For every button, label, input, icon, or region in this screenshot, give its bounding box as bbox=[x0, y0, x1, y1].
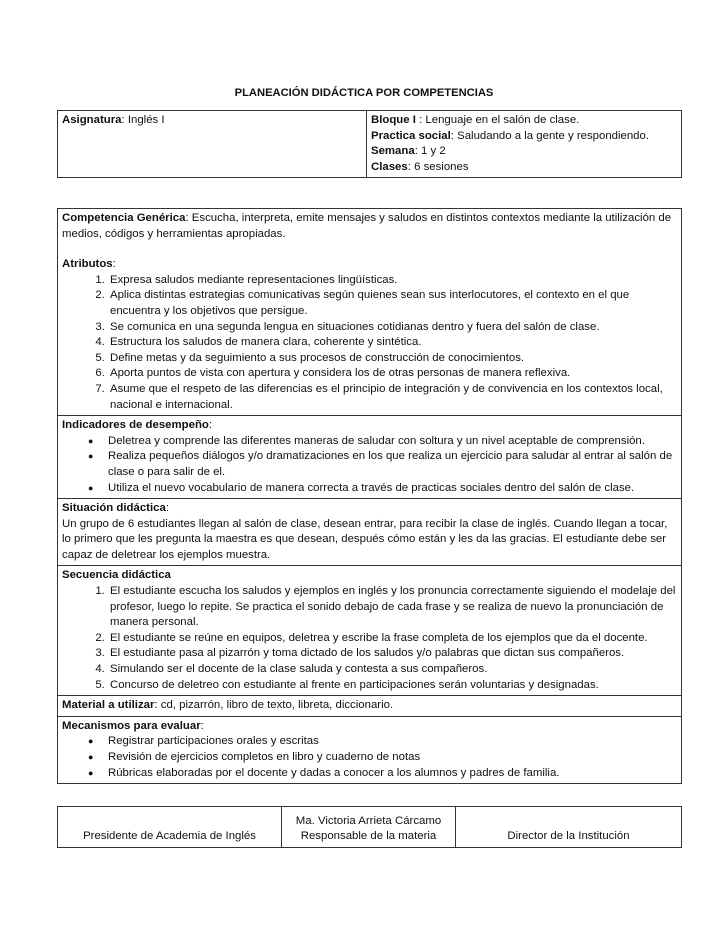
header-table bbox=[57, 110, 682, 178]
list-item: 2. Aplica distintas estrategias comunicativas según quienes sean sus interlocutores, el contexto en el que encuentra y los objetivos que persigue. bbox=[108, 288, 677, 319]
mecanismos-section: Mecanismos para evaluar: ● Registrar participaciones orales y escritas ● Revisión de ejercicios completos en libro y cuaderno de notas ● Rúbricas elaboradas por el docente y dadas a conocer a los alumnos y padres de familia. bbox=[58, 716, 682, 783]
atributos-label: Atributos bbox=[62, 258, 113, 271]
list-item: ● Revisión de ejercicios completos en libro y cuaderno de notas bbox=[108, 750, 677, 766]
mecanismos-label: Mecanismos para evaluar bbox=[62, 719, 201, 732]
indicadores-list bbox=[62, 434, 677, 496]
list-item: 3. El estudiante pasa al pizarrón y toma dictado de los saludos y/o palabras que dictan sus compañeros. bbox=[108, 646, 677, 662]
list-item: 1. Expresa saludos mediante representaciones lingüísticas. bbox=[108, 273, 677, 289]
director-label: Director de la Institución bbox=[507, 830, 630, 843]
page-title: PLANEACIÓN DIDÁCTICA POR COMPETENCIAS bbox=[234, 87, 494, 99]
bloque-value: : Lenguaje en el salón de clase. bbox=[415, 114, 580, 126]
secuencia-label: Secuencia didáctica bbox=[62, 569, 171, 582]
indicadores-label: Indicadores de desempeño bbox=[62, 419, 209, 432]
semana-label: Semana bbox=[371, 145, 415, 158]
secuencia-list bbox=[62, 584, 677, 693]
clases-label: Clases bbox=[371, 160, 408, 173]
signature-director bbox=[456, 807, 682, 848]
asignatura-label: Asignatura bbox=[62, 114, 122, 126]
material-text: : cd, pizarrón, libro de texto, libreta, diccionario. bbox=[154, 699, 394, 712]
teacher-role: Responsable de la materia bbox=[300, 830, 437, 843]
competencia-label: Competencia Genérica bbox=[62, 212, 186, 224]
list-item: 2. El estudiante se reúne en equipos, deletrea y escribe la frase completa de los ejemplos que da el docente. bbox=[108, 631, 677, 647]
list-item: ● Rúbricas elaboradas por el docente y dadas a conocer a los alumnos y padres de familia. bbox=[108, 766, 677, 782]
competencia-section: Competencia Genérica: Escucha, interpreta, emite mensajes y saludos en distintos contextos mediante la utilización de medios, códigos y herramientas apropiadas. Atributos: 1. Expresa saludos mediante representaciones lingüísticas. 2. Aplica distintas estrategias comunicativas según quienes sean sus interlocutores, el contexto en el que encuentra y los objetivos que persigue. 3. Se comunica en una segunda lengua en situaciones cotidianas dentro y fuera del salón de clase. 4. Estructura los saludos de manera clara, coherente y sintética. 5. Define metas y da seguimiento a sus procesos de construcción de conocimientos. 6. Aporta puntos de vista con apertura y considera los de otras personas de manera reflexiva. 7. Asume que el respeto de las diferencias es el principio de integración y de convivencia en los contextos local, nacional e internacional. bbox=[58, 209, 682, 416]
list-item: ● Realiza pequeños diálogos y/o dramatizaciones en los que realiza un ejercicio para saludar al entrar al salón de clase o para salir de el. bbox=[108, 449, 677, 480]
practica-label: Practica social bbox=[371, 129, 451, 142]
signature-president bbox=[58, 807, 282, 848]
situacion-text: Un grupo de 6 estudiantes llegan al salón de clase, desean entrar, para recibir la clase de inglés. Cuando llegan a tocar, lo primero que les pregunta la maestra es que desean, después cómo están y les da las gracias. El estudiante debe ser capaz de deletrear los ejemplos muestra. bbox=[62, 517, 668, 561]
indicadores-section: Indicadores de desempeño: ● Deletrea y comprende las diferentes maneras de saludar con soltura y un nivel aceptable de comprensión. ● Realiza pequeños diálogos y/o dramatizaciones en los que realiza un ejercicio para saludar al entrar al salón de clase o para salir de el. ● Utiliza el nuevo vocabulario de manera correcta a través de practicas sociales dentro del salón de clase. bbox=[58, 416, 682, 499]
asignatura-value: : Inglés I bbox=[121, 114, 165, 126]
list-item: 1. El estudiante escucha los saludos y ejemplos en inglés y los pronuncia correctamente siguiendo el modelaje del profesor, luego lo repite. Se practica el sonido debajo de cada frase y se realiza de nuevo la pronunciación de manera personal. bbox=[108, 584, 677, 631]
president-label: Presidente de Academia de Inglés bbox=[83, 830, 256, 843]
competencia-text: : Escucha, interpreta, emite mensajes y saludos en distintos contextos mediante la utilización de medios, códigos y herramientas apropiadas. bbox=[62, 212, 672, 240]
list-item: 4. Estructura los saludos de manera clara, coherente y sintética. bbox=[108, 335, 677, 351]
bloque-cell bbox=[367, 111, 682, 178]
list-item: 4. Simulando ser el docente de la clase saluda y contesta a sus compañeros. bbox=[108, 662, 677, 678]
material-label: Material a utilizar bbox=[62, 699, 155, 712]
content-table bbox=[57, 208, 682, 784]
list-item: 5. Define metas y da seguimiento a sus procesos de construcción de conocimientos. bbox=[108, 351, 677, 367]
situacion-label: Situación didáctica bbox=[62, 502, 166, 515]
semana-value: : 1 y 2 bbox=[414, 145, 446, 158]
signature-table bbox=[57, 806, 682, 848]
list-item: 5. Concurso de deletreo con estudiante al frente en participaciones serán voluntarias y designadas. bbox=[108, 678, 677, 694]
list-item: ● Deletrea y comprende las diferentes maneras de saludar con soltura y un nivel aceptable de comprensión. bbox=[108, 434, 677, 450]
situacion-section: Situación didáctica: Un grupo de 6 estudiantes llegan al salón de clase, desean entrar, para recibir la clase de inglés. Cuando llegan a tocar, lo primero que les pregunta la maestra es que desean, después cómo están y les da las gracias. El estudiante debe ser capaz de deletrear los ejemplos muestra. bbox=[58, 499, 682, 566]
teacher-name: Ma. Victoria Arrieta Cárcamo bbox=[295, 814, 442, 827]
list-item: ● Registrar participaciones orales y escritas bbox=[108, 734, 677, 750]
secuencia-section bbox=[58, 566, 682, 696]
list-item: 7. Asume que el respeto de las diferencias es el principio de integración y de convivencia en los contextos local, nacional e internacional. bbox=[108, 382, 677, 413]
atributos-list bbox=[62, 273, 677, 413]
signature-teacher bbox=[282, 807, 456, 848]
material-section bbox=[58, 696, 682, 717]
practica-value: : Saludando a la gente y respondiendo. bbox=[450, 129, 650, 142]
asignatura-cell bbox=[58, 111, 367, 178]
mecanismos-list bbox=[62, 734, 677, 781]
list-item: 6. Aporta puntos de vista con apertura y considera los de otras personas de manera reflexiva. bbox=[108, 366, 677, 382]
clases-value: : 6 sesiones bbox=[407, 160, 469, 173]
bloque-label: Bloque I bbox=[371, 114, 416, 126]
list-item: 3. Se comunica en una segunda lengua en situaciones cotidianas dentro y fuera del salón de clase. bbox=[108, 320, 677, 336]
list-item: ● Utiliza el nuevo vocabulario de manera correcta a través de practicas sociales dentro del salón de clase. bbox=[108, 481, 677, 497]
